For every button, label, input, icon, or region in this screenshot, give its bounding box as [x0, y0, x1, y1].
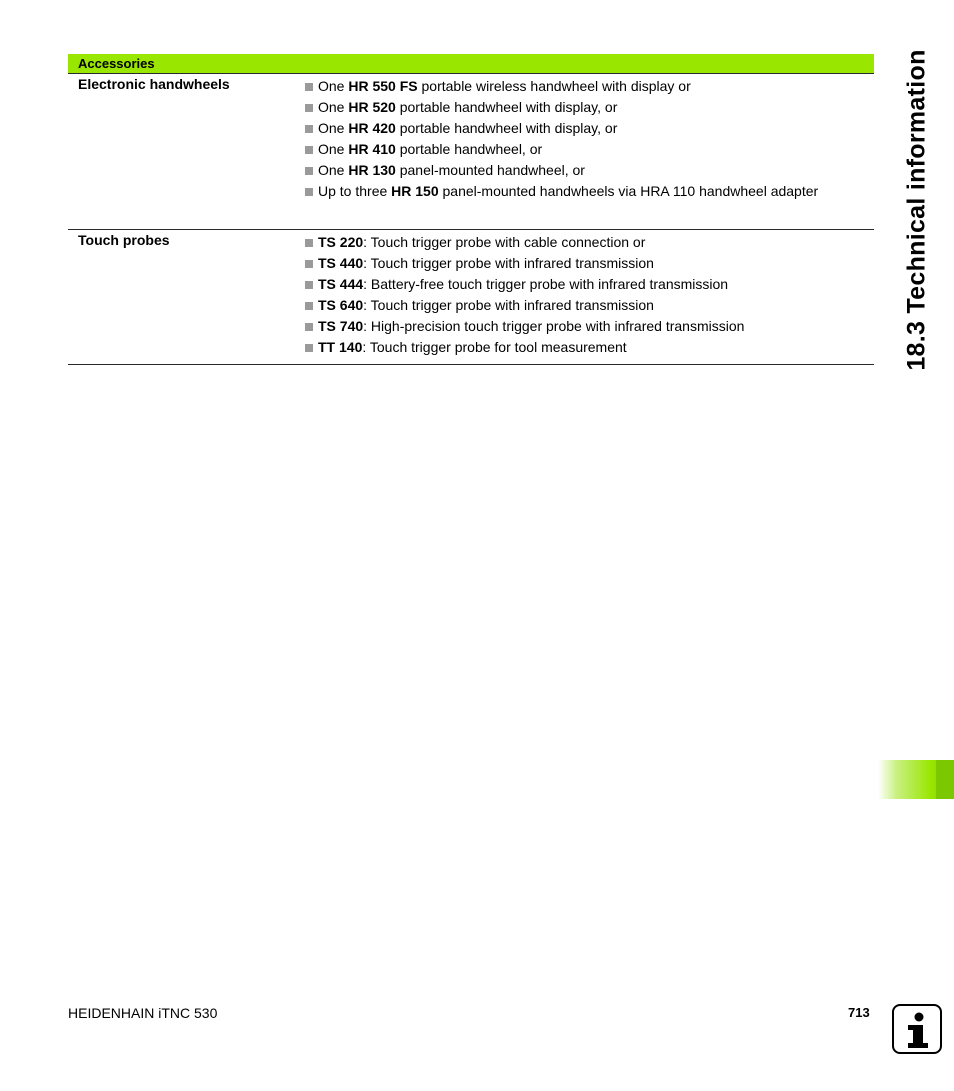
list-item: TS 740: High-precision touch trigger probe with infrared transmission [305, 316, 874, 337]
list-item: TT 140: Touch trigger probe for tool measurement [305, 337, 874, 358]
list-item: TS 444: Battery-free touch trigger probe with infrared transmission [305, 274, 874, 295]
accessories-table [68, 54, 874, 365]
table-header-title: Accessories [78, 56, 155, 71]
square-bullet-icon [305, 302, 313, 310]
table-row-electronic-handwheels [68, 74, 874, 230]
list-item: TS 220: Touch trigger probe with cable connection or [305, 232, 874, 253]
item-list [305, 74, 874, 229]
list-item: One HR 520 portable handwheel with display, or [305, 97, 874, 118]
square-bullet-icon [305, 323, 313, 331]
square-bullet-icon [305, 104, 313, 112]
list-item: TS 640: Touch trigger probe with infrared transmission [305, 295, 874, 316]
square-bullet-icon [305, 167, 313, 175]
info-icon [892, 1004, 942, 1054]
square-bullet-icon [305, 281, 313, 289]
info-glyph [894, 1006, 940, 1052]
square-bullet-icon [305, 83, 313, 91]
page-number: 713 [848, 1005, 870, 1020]
square-bullet-icon [305, 188, 313, 196]
chapter-title-text: 18.3 Technical information [902, 49, 931, 371]
table-row-touch-probes [68, 230, 874, 365]
chapter-side-title [892, 50, 942, 370]
list-item: One HR 130 panel-mounted handwheel, or [305, 160, 874, 181]
square-bullet-icon [305, 260, 313, 268]
footer-product-name: HEIDENHAIN iTNC 530 [68, 1005, 218, 1021]
list-item: TS 440: Touch trigger probe with infrared transmission [305, 253, 874, 274]
item-list [305, 230, 874, 364]
list-item: One HR 420 portable handwheel with display, or [305, 118, 874, 139]
chapter-tab-marker [878, 760, 954, 799]
square-bullet-icon [305, 239, 313, 247]
table-header [68, 54, 874, 74]
list-item: Up to three HR 150 panel-mounted handwheels via HRA 110 handwheel adapter [305, 181, 874, 202]
list-item: One HR 550 FS portable wireless handwheel with display or [305, 76, 874, 97]
square-bullet-icon [305, 125, 313, 133]
square-bullet-icon [305, 344, 313, 352]
row-label: Electronic handwheels [78, 76, 230, 92]
list-item: One HR 410 portable handwheel, or [305, 139, 874, 160]
row-label: Touch probes [78, 232, 170, 248]
square-bullet-icon [305, 146, 313, 154]
